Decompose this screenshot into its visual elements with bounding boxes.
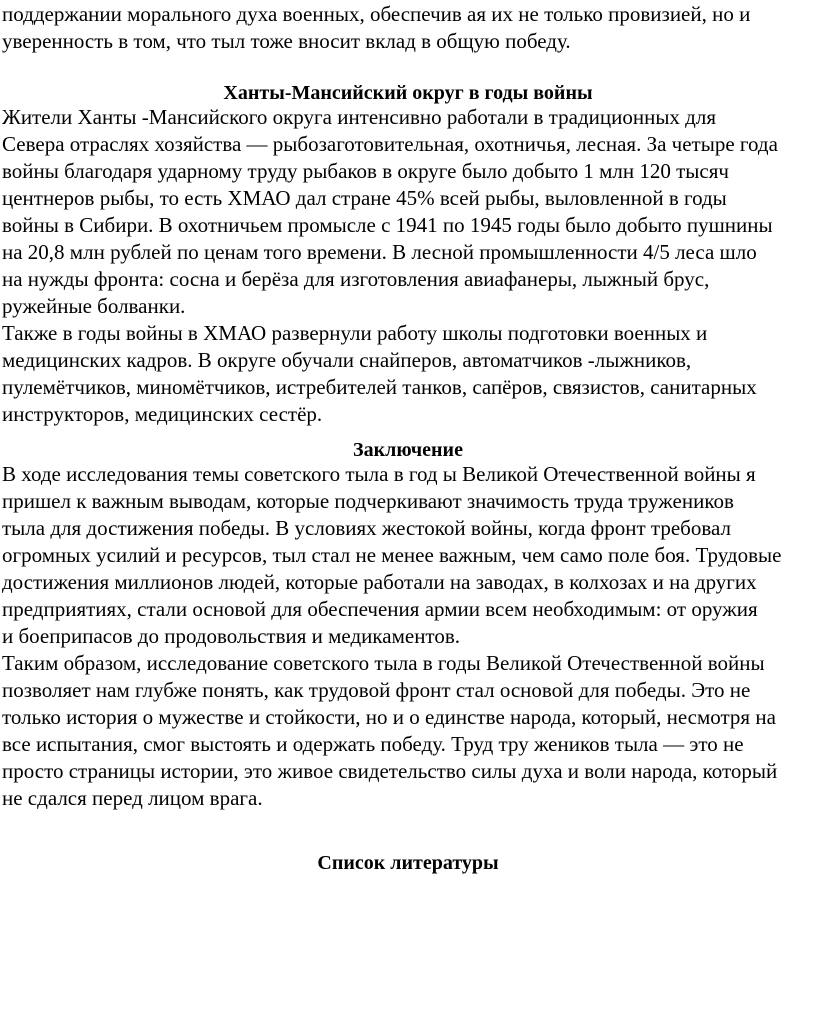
text-line: не сдался перед лицом врага. [2,786,263,810]
text-line: пришел к важным выводам, которые подчеркивают значимость труда тружеников [2,489,734,513]
text-line: позволяет нам глубже понять, как трудовой фронт стал основой для победы. Это не [2,678,751,702]
section-heading-conclusion: Заключение [353,439,463,461]
khmao-paragraphs [2,104,816,428]
text-line: ружейные болванки. [2,294,186,318]
text-line: пулемётчиков, миномётчиков, истребителей танков, сапёров, связистов, санитарных [2,375,757,399]
text-line: огромных усилий и ресурсов, тыл стал не менее важным, чем само поле боя. Трудовые [2,543,782,567]
intro-paragraph [2,1,816,55]
text-line: поддержании морального духа военных, обеспечив ая их не только провизией, но и [2,2,751,26]
text-line: Таким образом, исследование советского тыла в годы Великой Отечественной войны [2,651,765,675]
text-line: Жители Ханты -Мансийского округа интенсивно работали в традиционных для [2,105,716,129]
text-line: на нужды фронта: сосна и берёза для изготовления авиафанеры, лыжный брус, [2,267,710,291]
text-line: просто страницы истории, это живое свидетельство силы духа и воли народа, который [2,759,778,783]
text-line: Севера отраслях хозяйства — рыбозаготовительная, охотничья, лесная. За четыре года [2,132,778,156]
text-line: уверенность в том, что тыл тоже вносит вклад в общую победу. [2,29,571,53]
text-line: войны в Сибири. В охотничьем промысле с 1941 по 1945 годы было добыто пушнины [2,213,773,237]
text-line: предприятиях, стали основой для обеспечения армии всем необходимым: от оружия [2,597,758,621]
text-line: медицинских кадров. В округе обучали снайперов, автоматчиков -лыжников, [2,348,692,372]
text-line: только история о мужестве и стойкости, но и о единстве народа, который, несмотря на [2,705,776,729]
text-line: инструкторов, медицинских сестёр. [2,402,323,426]
text-line: на 20,8 млн рублей по ценам того времени. В лесной промышленности 4/5 леса шло [2,240,757,264]
text-line: войны благодаря ударному труду рыбаков в округе было добыто 1 млн 120 тысяч [2,159,729,183]
text-line: тыла для достижения победы. В условиях жестокой войны, когда фронт требовал [2,516,731,540]
text-line: и боеприпасов до продовольствия и медикаментов. [2,624,461,648]
section-heading-khmao: Ханты-Мансийский округ в годы войны [223,82,593,104]
text-line: Также в годы войны в ХМАО развернули работу школы подготовки военных и [2,321,708,345]
text-line: все испытания, смог выстоять и одержать победу. Труд тру жеников тыла — это не [2,732,744,756]
text-line: В ходе исследования темы советского тыла в год ы Великой Отечественной войны я [2,462,756,486]
text-line: достижения миллионов людей, которые работали на заводах, в колхозах и на других [2,570,757,594]
conclusion-paragraphs [2,461,816,812]
text-line: центнеров рыбы, то есть ХМАО дал стране 45% всей рыбы, выловленной в годы [2,186,727,210]
section-heading-literature: Список литературы [317,852,499,874]
